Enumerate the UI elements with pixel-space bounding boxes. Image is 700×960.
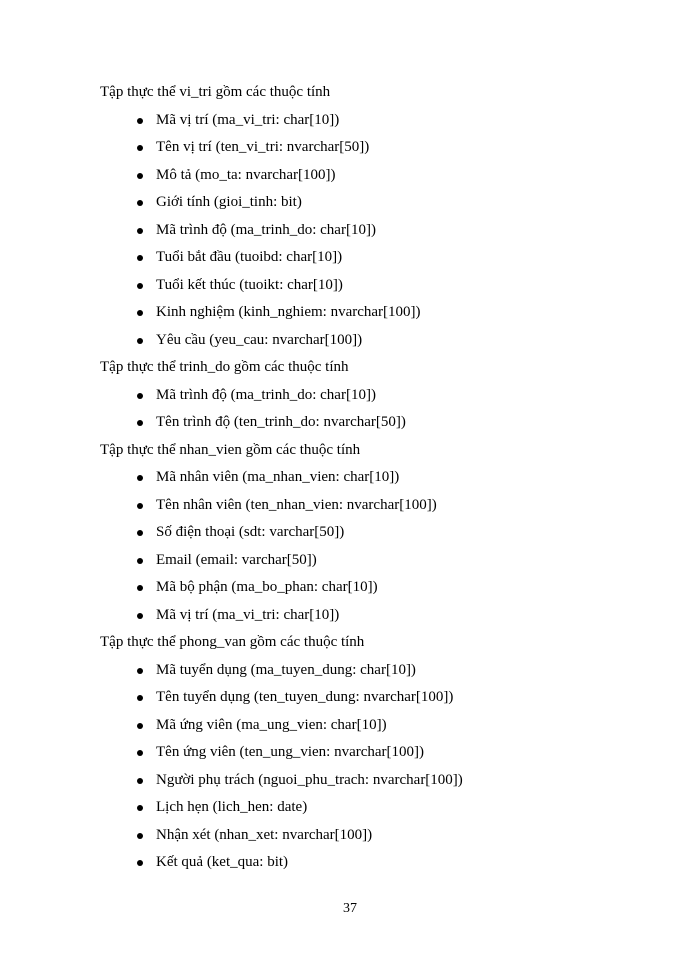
list-item xyxy=(100,327,640,355)
bullet-icon xyxy=(137,310,143,316)
attribute-text: Mã bộ phận (ma_bo_phan: char[10]) xyxy=(156,579,378,595)
list-item xyxy=(100,822,640,850)
bullet-icon xyxy=(137,420,143,426)
attribute-text: Lịch hẹn (lich_hen: date) xyxy=(156,799,308,815)
list-item xyxy=(100,189,640,217)
bullet-icon xyxy=(137,283,143,289)
bullet-icon xyxy=(137,695,143,701)
attribute-text: Mô tả (mo_ta: nvarchar[100]) xyxy=(156,166,336,183)
attribute-text: Nhận xét (nhan_xet: nvarchar[100]) xyxy=(156,826,373,843)
list-item xyxy=(100,602,640,630)
attribute-list xyxy=(100,657,640,877)
list-item xyxy=(100,849,640,877)
attribute-text: Yêu cầu (yeu_cau: nvarchar[100]) xyxy=(156,331,363,348)
bullet-icon xyxy=(137,145,143,151)
bullet-icon xyxy=(137,585,143,591)
attribute-text: Tuổi bắt đầu (tuoibd: char[10]) xyxy=(156,249,343,265)
section-heading: Tập thực thể nhan_vien gồm các thuộc tính xyxy=(100,441,361,458)
attribute-text: Kết quả (ket_qua: bit) xyxy=(156,854,289,870)
list-item xyxy=(100,464,640,492)
bullet-icon xyxy=(137,530,143,536)
attribute-text: Mã vị trí (ma_vi_tri: char[10]) xyxy=(156,111,340,128)
list-item xyxy=(100,712,640,740)
list-item xyxy=(100,382,640,410)
page-number: 37 xyxy=(343,901,357,916)
section-trinh-do xyxy=(100,354,640,437)
attribute-text: Mã trình độ (ma_trinh_do: char[10]) xyxy=(156,221,376,238)
bullet-icon xyxy=(137,613,143,619)
attribute-text: Tên ứng viên (ten_ung_vien: nvarchar[100]) xyxy=(156,744,425,760)
list-item xyxy=(100,409,640,437)
attribute-text: Tên tuyển dụng (ten_tuyen_dung: nvarchar[100]) xyxy=(156,689,454,705)
list-item xyxy=(100,134,640,162)
section-heading: Tập thực thể vi_tri gồm các thuộc tính xyxy=(100,84,331,100)
attribute-list xyxy=(100,107,640,355)
section-vi-tri xyxy=(100,79,640,354)
bullet-icon xyxy=(137,805,143,811)
list-item xyxy=(100,272,640,300)
page-content xyxy=(100,79,640,877)
attribute-text: Mã trình độ (ma_trinh_do: char[10]) xyxy=(156,386,376,403)
list-item xyxy=(100,519,640,547)
list-item xyxy=(100,794,640,822)
list-item xyxy=(100,574,640,602)
attribute-text: Mã vị trí (ma_vi_tri: char[10]) xyxy=(156,606,340,623)
bullet-icon xyxy=(137,833,143,839)
list-item xyxy=(100,299,640,327)
section-nhan-vien xyxy=(100,437,640,630)
bullet-icon xyxy=(137,173,143,179)
list-item xyxy=(100,217,640,245)
attribute-text: Tên trình độ (ten_trinh_do: nvarchar[50]) xyxy=(156,414,406,430)
list-item xyxy=(100,492,640,520)
attribute-text: Số điện thoại (sdt: varchar[50]) xyxy=(156,524,345,540)
list-item xyxy=(100,684,640,712)
list-item xyxy=(100,107,640,135)
bullet-icon xyxy=(137,723,143,729)
bullet-icon xyxy=(137,118,143,124)
section-phong-van xyxy=(100,629,640,877)
section-heading: Tập thực thể phong_van gồm các thuộc tính xyxy=(100,634,365,650)
attribute-text: Mã ứng viên (ma_ung_vien: char[10]) xyxy=(156,716,387,733)
list-item xyxy=(100,547,640,575)
attribute-list xyxy=(100,464,640,629)
attribute-text: Mã nhân viên (ma_nhan_vien: char[10]) xyxy=(156,469,400,485)
bullet-icon xyxy=(137,503,143,509)
bullet-icon xyxy=(137,338,143,344)
list-item xyxy=(100,657,640,685)
list-item xyxy=(100,767,640,795)
attribute-text: Tuổi kết thúc (tuoikt: char[10]) xyxy=(156,276,343,293)
attribute-list xyxy=(100,382,640,437)
attribute-text: Người phụ trách (nguoi_phu_trach: nvarchar[100]) xyxy=(156,771,463,788)
attribute-text: Mã tuyển dụng (ma_tuyen_dung: char[10]) xyxy=(156,661,416,678)
list-item xyxy=(100,244,640,272)
bullet-icon xyxy=(137,750,143,756)
attribute-text: Tên vị trí (ten_vi_tri: nvarchar[50]) xyxy=(156,139,370,155)
bullet-icon xyxy=(137,255,143,261)
bullet-icon xyxy=(137,558,143,564)
list-item xyxy=(100,162,640,190)
bullet-icon xyxy=(137,475,143,481)
bullet-icon xyxy=(137,860,143,866)
section-heading: Tập thực thể trinh_do gồm các thuộc tính xyxy=(100,359,349,375)
attribute-text: Giới tính (gioi_tinh: bit) xyxy=(156,194,302,210)
list-item xyxy=(100,739,640,767)
bullet-icon xyxy=(137,228,143,234)
bullet-icon xyxy=(137,393,143,399)
attribute-text: Email (email: varchar[50]) xyxy=(156,551,317,568)
attribute-text: Tên nhân viên (ten_nhan_vien: nvarchar[100]) xyxy=(156,496,437,513)
bullet-icon xyxy=(137,778,143,784)
attribute-text: Kinh nghiệm (kinh_nghiem: nvarchar[100]) xyxy=(156,304,421,320)
bullet-icon xyxy=(137,668,143,674)
bullet-icon xyxy=(137,200,143,206)
